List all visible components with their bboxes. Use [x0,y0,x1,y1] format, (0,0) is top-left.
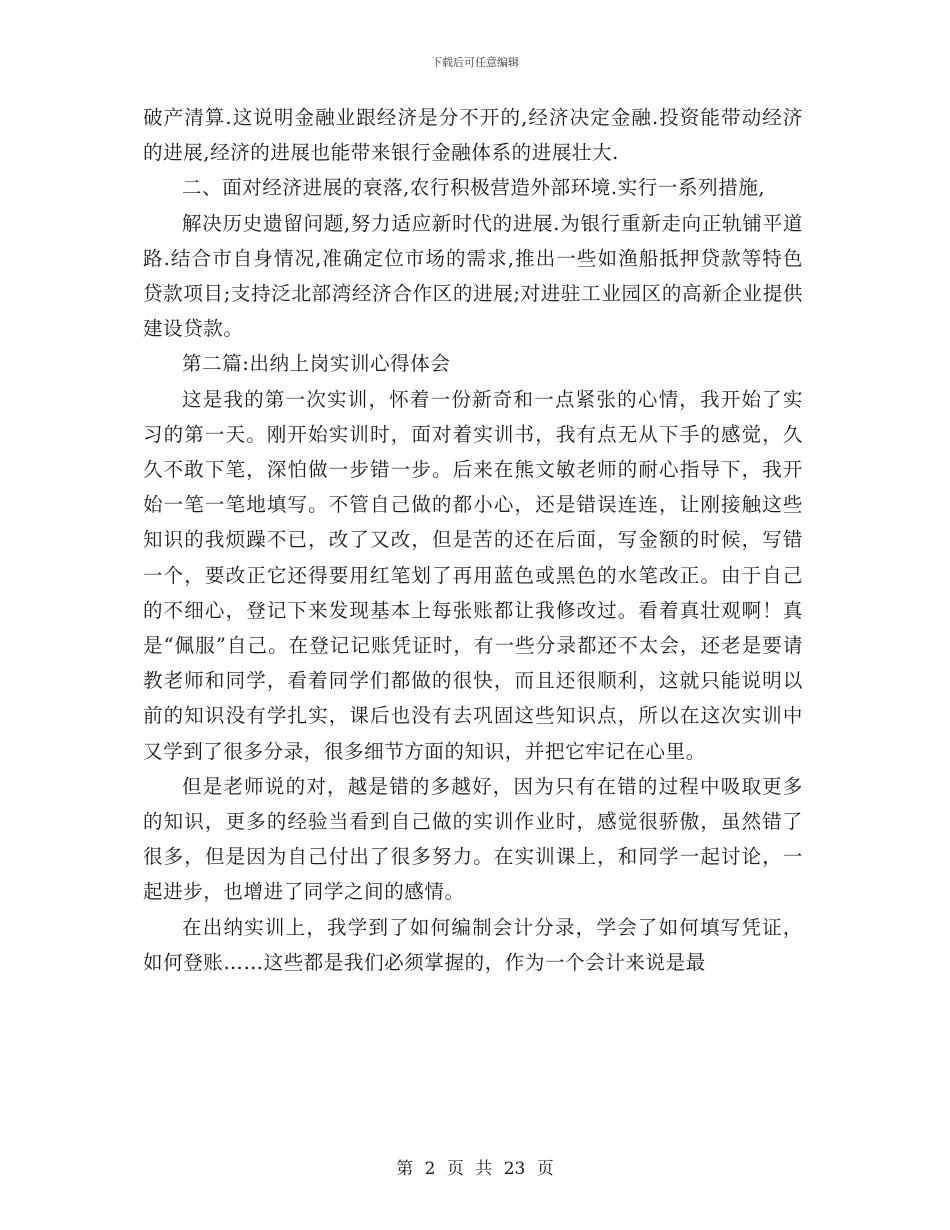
page-number-footer: 第 2 页 共 23 页 [396,1159,554,1179]
paragraph-2: 二、面对经济进展的衰落,农行积极营造外部环境.实行一系列措施, [182,176,766,200]
paragraph-5: 这是我的第一次实训，怀着一份新奇和一点紧张的心情，我开始了实习的第一天。刚开始实训时，面对着实训书，我有点无从下手的感觉，久久不敢下笔，深怕做一步错一步。后来在熊文敏老师的耐心指导下，我开始一笔一笔地填写。不管自己做的都小心，还是错误连连，让刚接触这些知识的我烦躁不已，改了又改，但是苦的还在后面，写金额的时候，写错一个，要改正它还得要用红笔划了再用蓝色或黑色的水笔改正。由于自己的不细心，登记下来发现基本上每张账都让我修改过。看着真壮观啊！真是“佩服”自己。在登记记账凭证时，有一些分录都还不太会，还老是要请教老师和同学，看着同学们都做的很快，而且还很顺利，这就只能说明以前的知识没有学扎实，课后也没有去巩固这些知识点，所以在这次实训中又学到了很多分录，很多细节方面的知识，并把它牢记在心里。 [143,387,803,763]
paragraph-1: 破产清算.这说明金融业跟经济是分不开的,经济决定金融.投资能带动经济的进展,经济的进展也能带来银行金融体系的进展壮大. [143,106,803,165]
paragraph-3: 解决历史遗留问题,努力适应新时代的进展.为银行重新走向正轨铺平道路.结合市自身情况,准确定位市场的需求,推出一些如渔船抵押贷款等特色贷款项目;支持泛北部湾经济合作区的进展;对进驻工业园区的高新企业提供建设贷款。 [143,211,803,341]
section-heading: 第二篇:出纳上岗实训心得体会 [182,352,451,376]
document-body [143,100,803,980]
paragraph-6: 但是老师说的对，越是错的多越好，因为只有在错的过程中吸取更多的知识，更多的经验当看到自己做的实训作业时，感觉很骄傲，虽然错了很多，但是因为自己付出了很多努力。在实训课上，和同学一起讨论，一起进步，也增进了同学之间的感情。 [143,774,803,904]
page-header-note: 下载后可任意编辑 [431,56,519,69]
paragraph-7: 在出纳实训上，我学到了如何编制会计分录，学会了如何填写凭证，如何登账……这些都是我们必须掌握的，作为一个会计来说是最 [143,915,803,974]
